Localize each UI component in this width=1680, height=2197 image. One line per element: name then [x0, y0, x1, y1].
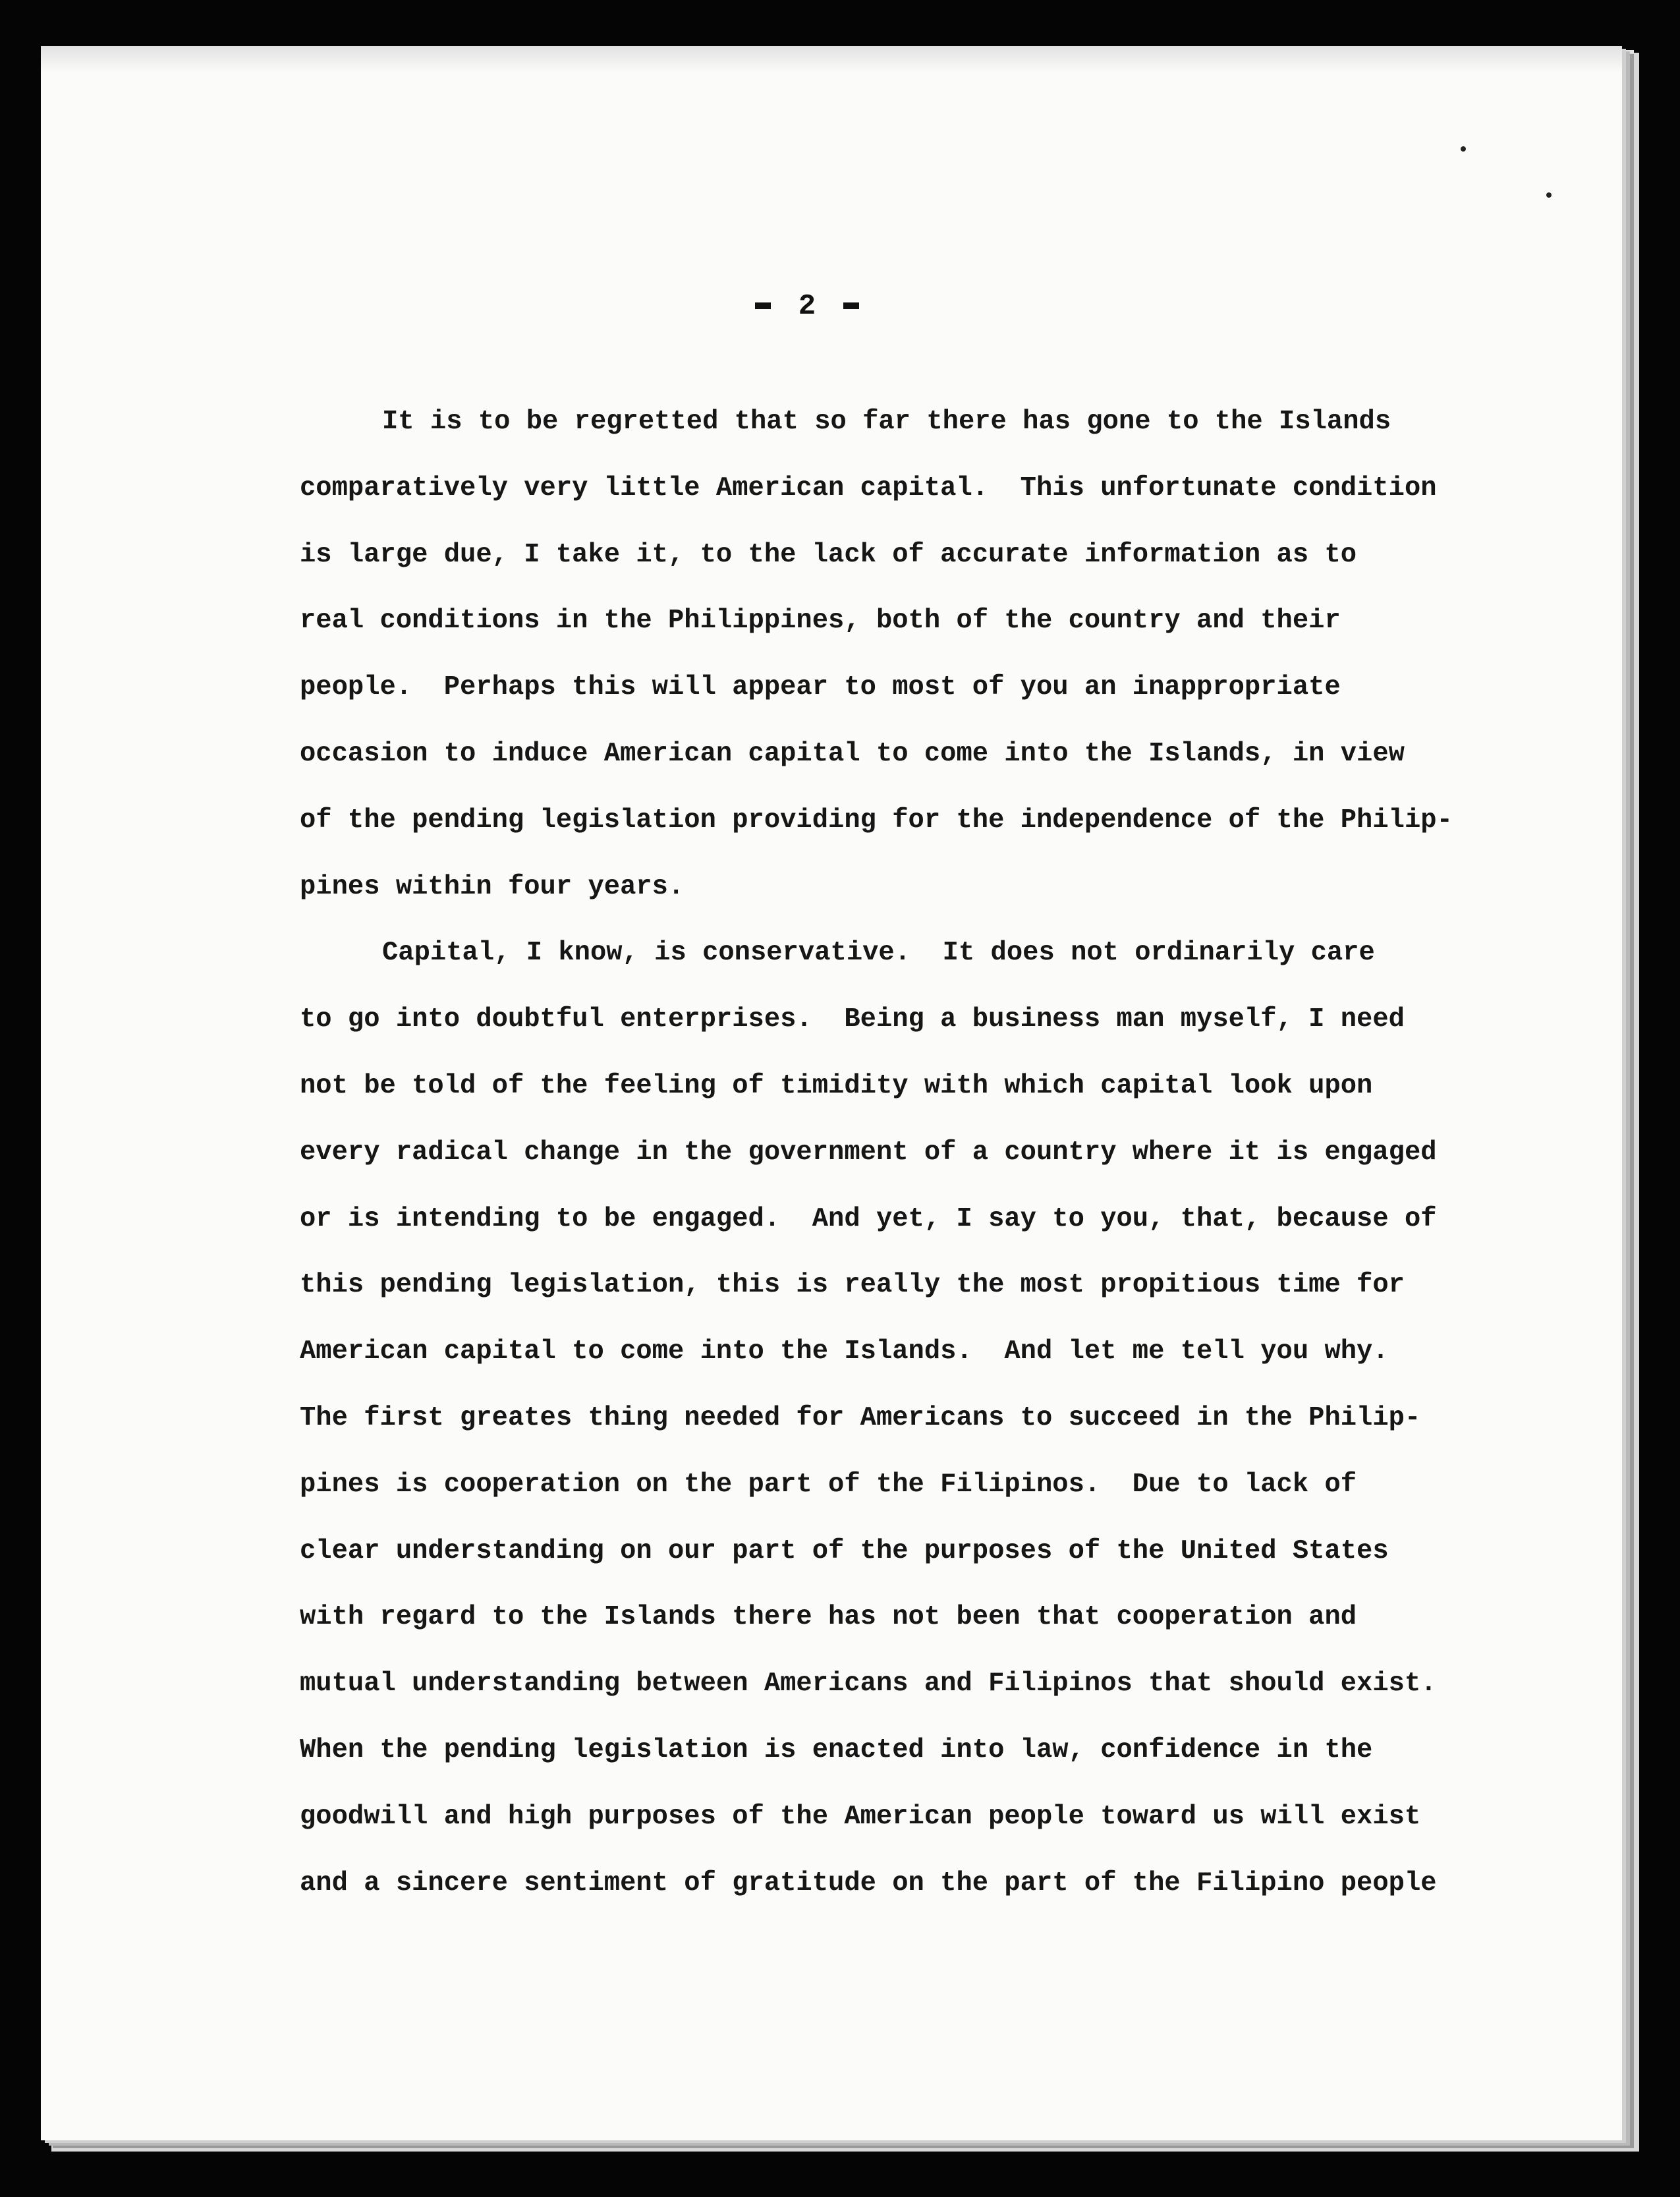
text-line: mutual understanding between Americans and Filipinos that should exist.	[300, 1669, 1437, 1699]
ink-speck	[1461, 146, 1466, 152]
text-line: is large due, I take it, to the lack of accurate information as to	[300, 539, 1357, 570]
text-line: people. Perhaps this will appear to most of you an inappropriate	[300, 672, 1341, 703]
ink-speck	[1546, 192, 1552, 198]
page-number-value: 2	[798, 290, 816, 323]
text-line: or is intending to be engaged. And yet, I say to you, that, because of	[300, 1203, 1437, 1234]
text-line: pines within four years.	[300, 871, 685, 902]
text-line: and a sincere sentiment of gratitude on the part of the Filipino people	[300, 1868, 1437, 1898]
text-line: clear understanding on our part of the purposes of the United States	[300, 1535, 1389, 1566]
page-number	[708, 290, 906, 323]
text-line: When the pending legislation is enacted into law, confidence in the	[300, 1734, 1373, 1765]
text-line: of the pending legislation providing for the independence of the Philip-	[300, 805, 1453, 836]
text-line: not be told of the feeling of timidity with which capital look upon	[300, 1070, 1373, 1101]
paper-top-edge	[41, 46, 1622, 72]
text-line: Capital, I know, is conservative. It does not ordinarily care	[382, 938, 1375, 969]
text-line: every radical change in the government of a country where it is engaged	[300, 1137, 1437, 1168]
text-line: comparatively very little American capital. This unfortunate condition	[300, 472, 1437, 503]
text-line: this pending legislation, this is really the most propitious time for	[300, 1270, 1405, 1301]
letter-body	[300, 389, 1499, 1916]
text-line: to go into doubtful enterprises. Being a business man myself, I need	[300, 1004, 1405, 1035]
text-line: goodwill and high purposes of the American people toward us will exist	[300, 1801, 1421, 1832]
dash-right	[843, 302, 859, 309]
text-line: with regard to the Islands there has not been that cooperation and	[300, 1602, 1357, 1633]
text-line: pines is cooperation on the part of the Filipinos. Due to lack of	[300, 1469, 1357, 1500]
text-line: It is to be regretted that so far there has gone to the Islands	[382, 407, 1391, 437]
text-line: occasion to induce American capital to come into the Islands, in view	[300, 738, 1405, 769]
dash-left	[755, 302, 771, 309]
text-line: The first greates thing needed for Americans to succeed in the Philip-	[300, 1402, 1421, 1433]
text-line: real conditions in the Philippines, both of the country and their	[300, 606, 1341, 637]
text-line: American capital to come into the Islands. And let me tell you why.	[300, 1336, 1389, 1367]
